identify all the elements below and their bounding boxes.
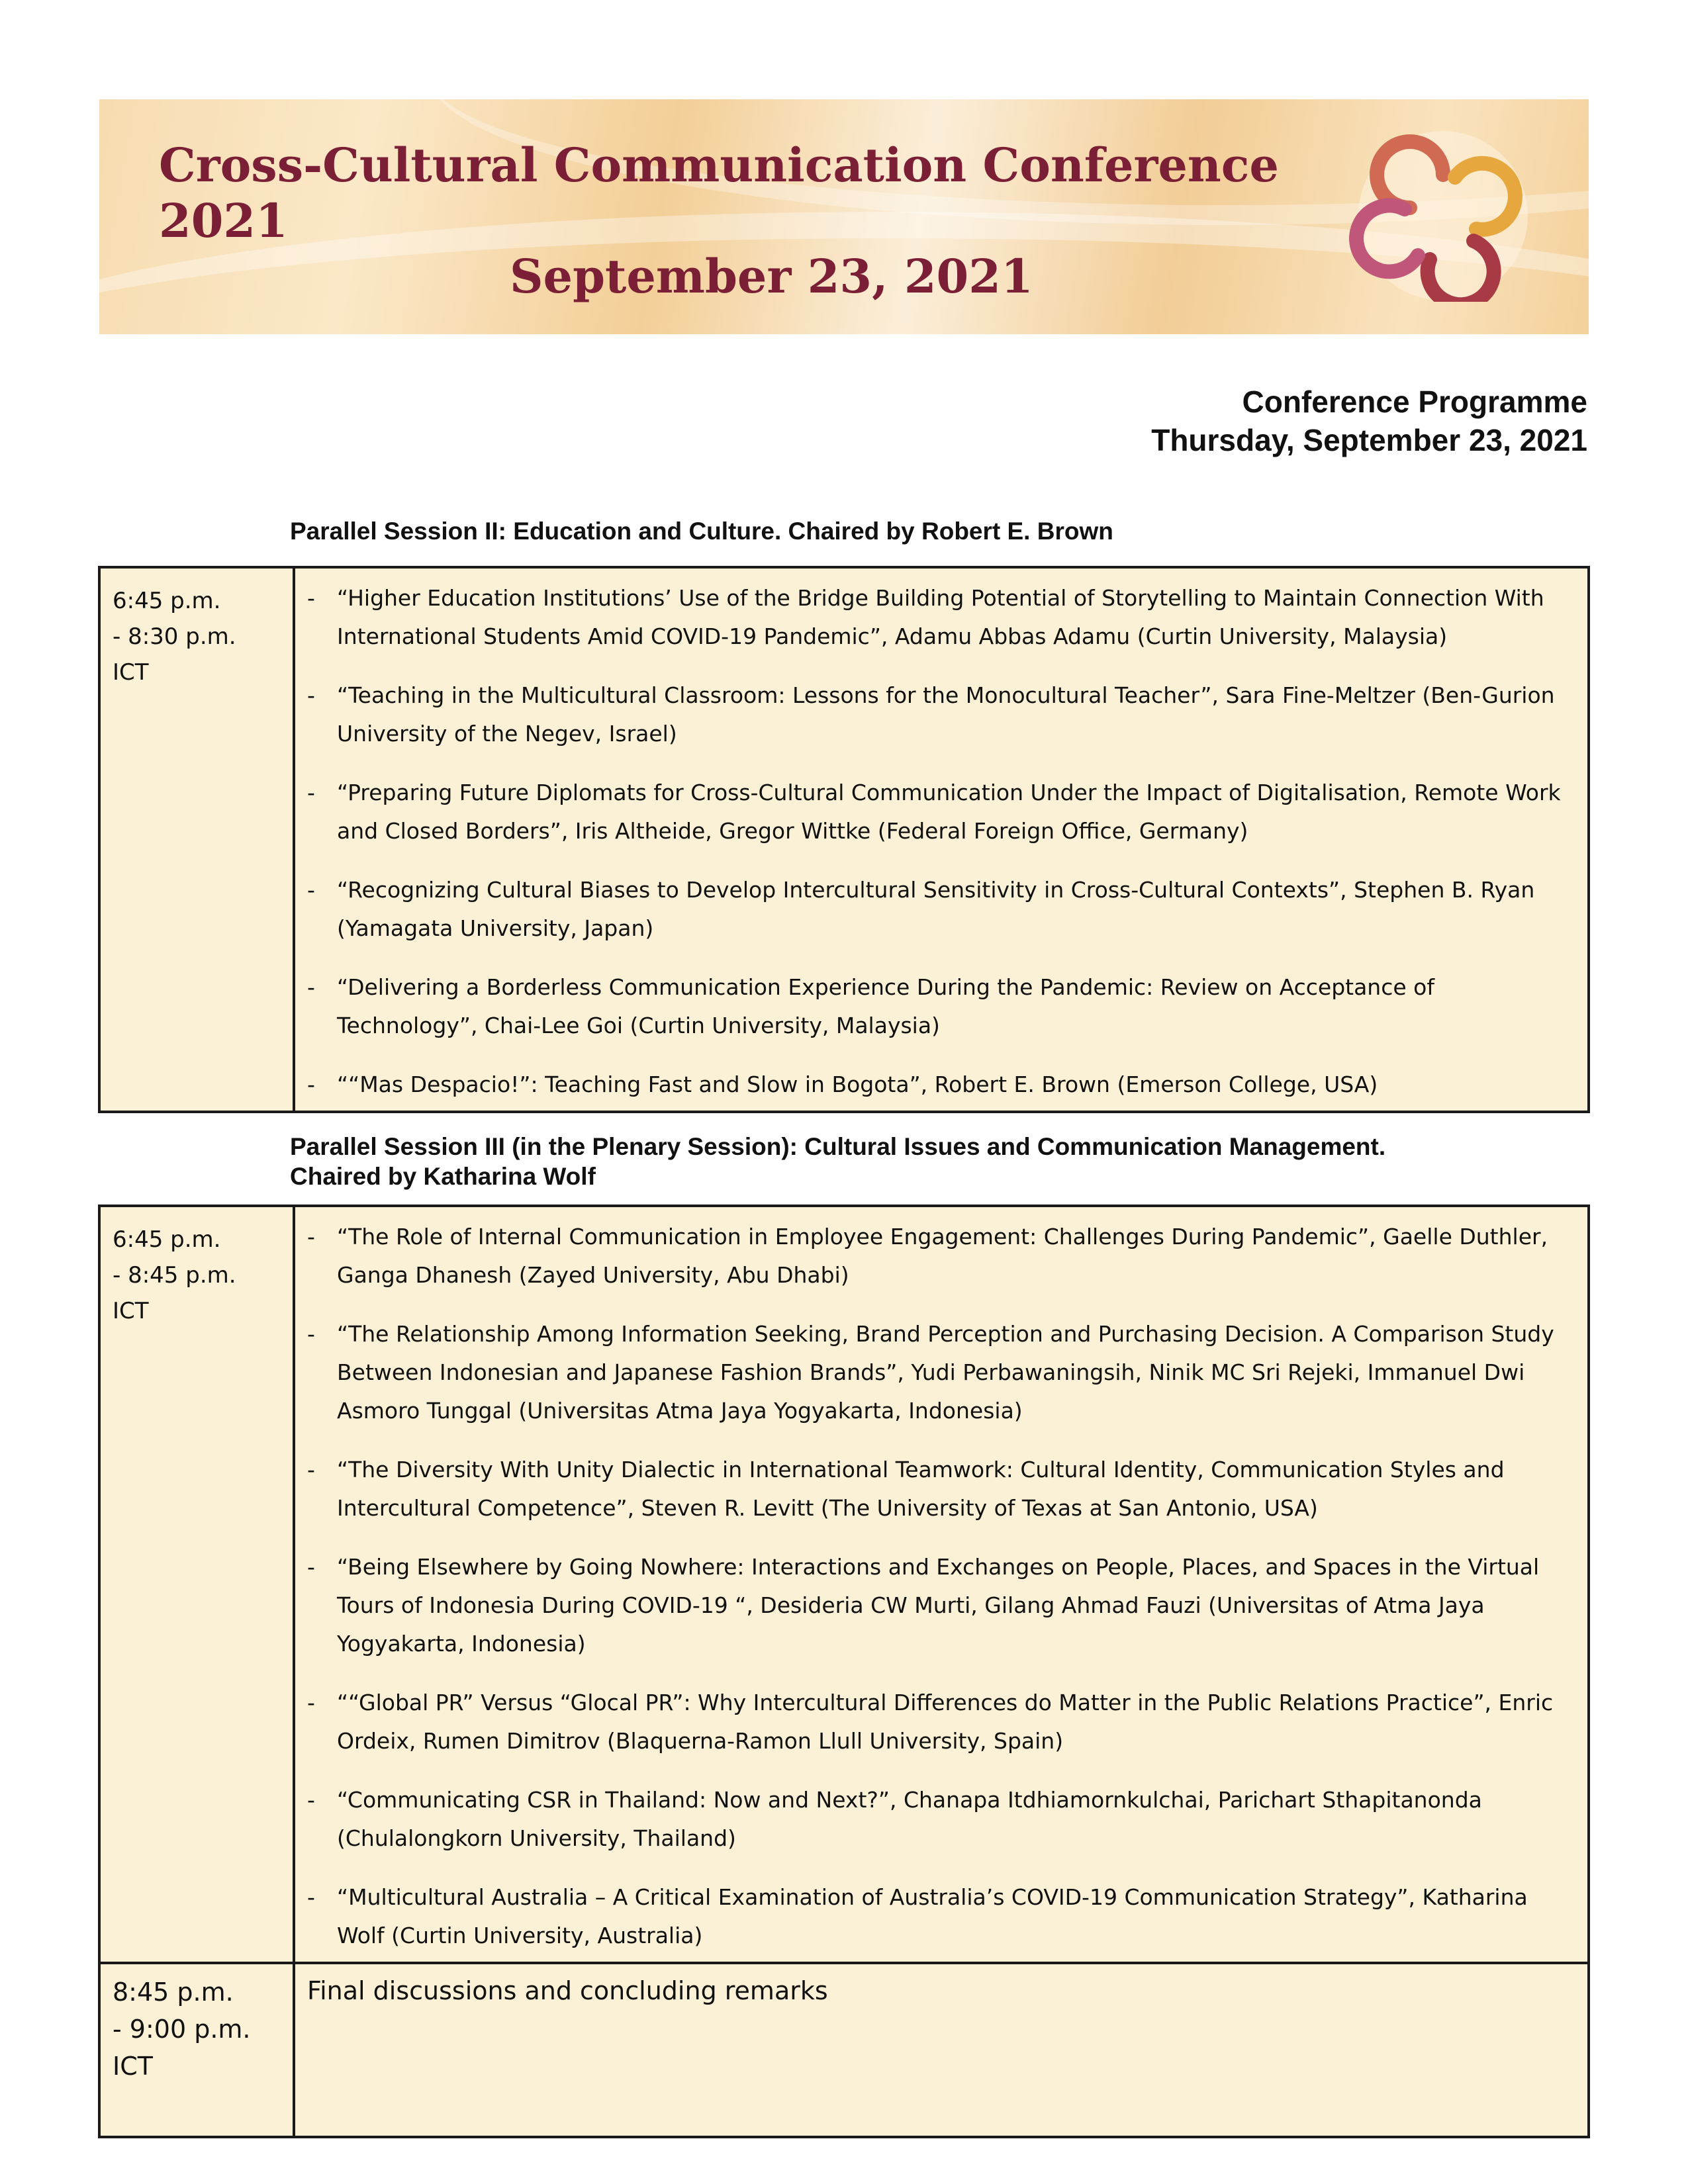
talk-text: ““Mas Despacio!”: Teaching Fast and Slow in Bogota”, Robert E. Brown (Emerson College, USA) <box>337 1071 1378 1097</box>
list-item <box>307 1315 1571 1430</box>
list-item <box>307 1218 1571 1295</box>
programme-title: Conference Programme <box>1242 385 1587 419</box>
talk-text: “Recognizing Cultural Biases to Develop Intercultural Sensitivity in Cross-Cultural Contexts”, Stephen B. Ryan (Yamagata University, Japan) <box>337 877 1535 941</box>
session-title: Parallel Session II: Education and Culture. Chaired by Robert E. Brown <box>290 518 1113 545</box>
session-table <box>98 1205 1590 2138</box>
session-chair: Chaired by Katharina Wolf <box>290 1163 596 1190</box>
dash-bullet: - <box>307 1457 315 1482</box>
talk-text: “The Diversity With Unity Dialectic in International Teamwork: Cultural Identity, Communication Styles and Intercultural Competence”, Steven R. Levitt (The University of Texas at San Antonio, USA) <box>337 1457 1505 1521</box>
list-item <box>307 579 1571 656</box>
dash-bullet: - <box>307 1321 315 1347</box>
time-end: - 8:30 p.m. <box>113 623 236 650</box>
talk-list <box>307 1218 1571 1955</box>
time-start: 8:45 p.m. <box>113 1978 234 2007</box>
talk-text: “Delivering a Borderless Communication Experience During the Pandemic: Review on Acceptance of Technology”, Chai-Lee Goi (Curtin University, Malaysia) <box>337 974 1434 1038</box>
table-row <box>99 567 1589 1112</box>
talks-cell <box>294 567 1589 1112</box>
list-item <box>307 774 1571 850</box>
dash-bullet: - <box>307 1554 315 1580</box>
list-item <box>307 1548 1571 1663</box>
list-item <box>307 1066 1571 1104</box>
time-cell <box>99 1963 294 2137</box>
dash-bullet: - <box>307 1224 315 1250</box>
timezone: ICT <box>113 659 149 686</box>
list-item <box>307 1451 1571 1527</box>
talk-text: “Higher Education Institutions’ Use of the Bridge Building Potential of Storytelling to Maintain Connection With International Students Amid COVID-19 Pandemic”, Adamu Abbas Adamu (Curtin University, Malaysia) <box>337 585 1544 649</box>
session-table <box>98 566 1590 1113</box>
talk-text: “The Relationship Among Information Seeking, Brand Perception and Purchasing Decision. A Comparison Study Between Indonesian and Japanese Fashion Brands”, Yudi Perbawaningsih, Ninik MC Sri Rejeki, Immanuel Dwi Asmoro Tunggal (Universitas Atma Jaya Yogyakarta, Indonesia) <box>337 1321 1554 1424</box>
talk-list <box>307 579 1571 1104</box>
list-item <box>307 676 1571 753</box>
dash-bullet: - <box>307 1787 315 1813</box>
time-start: 6:45 p.m. <box>113 1226 221 1253</box>
dash-bullet: - <box>307 877 315 903</box>
programme-date: Thursday, September 23, 2021 <box>1151 423 1587 457</box>
dash-bullet: - <box>307 1071 315 1097</box>
time-cell <box>99 567 294 1112</box>
time-end: - 8:45 p.m. <box>113 1262 236 1289</box>
talks-cell <box>294 1206 1589 1963</box>
timezone: ICT <box>113 1298 149 1324</box>
talk-text: “Being Elsewhere by Going Nowhere: Interactions and Exchanges on People, Places, and Spaces in the Virtual Tours of Indonesia During COVID-19 “, Desideria CW Murti, Gilang Ahmad Fauzi (Universitas of Atma Jaya Yogyakarta, Indonesia) <box>337 1554 1540 1657</box>
final-remarks-cell: Final discussions and concluding remarks <box>294 1963 1589 2137</box>
programme-header <box>1151 383 1587 459</box>
list-item <box>307 1878 1571 1955</box>
conference-date: September 23, 2021 <box>510 249 1033 304</box>
time-cell <box>99 1206 294 1963</box>
talk-text: “Multicultural Australia – A Critical Examination of Australia’s COVID-19 Communication Strategy”, Katharina Wolf (Curtin University, Australia) <box>337 1884 1528 1948</box>
dash-bullet: - <box>307 682 315 708</box>
session-title-line1: Parallel Session III (in the Plenary Session): Cultural Issues and Communication Management. <box>290 1133 1386 1160</box>
time-end: - 9:00 p.m. <box>113 2015 251 2044</box>
interlocking-rings-logo-icon <box>1344 130 1542 302</box>
timezone: ICT <box>113 2052 153 2081</box>
conference-title-line1: Cross-Cultural Communication Conference 2021 <box>159 138 1279 248</box>
talk-text: “The Role of Internal Communication in Employee Engagement: Challenges During Pandemic”, Gaelle Duthler, Ganga Dhanesh (Zayed University, Abu Dhabi) <box>337 1224 1548 1288</box>
session-title <box>290 1132 1587 1191</box>
talk-text: “Communicating CSR in Thailand: Now and Next?”, Chanapa Itdhiamornkulchai, Parichart Sthapitanonda (Chulalongkorn University, Thailand) <box>337 1787 1482 1851</box>
talk-text: “Preparing Future Diplomats for Cross-Cultural Communication Under the Impact of Digitalisation, Remote Work and Closed Borders”, Iris Altheide, Gregor Wittke (Federal Foreign Office, Germany) <box>337 780 1561 844</box>
list-item <box>307 1781 1571 1858</box>
list-item <box>307 871 1571 948</box>
talk-text: “Teaching in the Multicultural Classroom: Lessons for the Monocultural Teacher”, Sara Fine-Meltzer (Ben-Gurion University of the Negev, Israel) <box>337 682 1555 747</box>
dash-bullet: - <box>307 974 315 1000</box>
dash-bullet: - <box>307 585 315 611</box>
conference-title <box>159 138 1403 304</box>
dash-bullet: - <box>307 1884 315 1910</box>
dash-bullet: - <box>307 780 315 805</box>
dash-bullet: - <box>307 1690 315 1715</box>
header-banner <box>99 99 1589 334</box>
list-item <box>307 1684 1571 1760</box>
time-start: 6:45 p.m. <box>113 588 221 614</box>
talk-text: ““Global PR” Versus “Glocal PR”: Why Intercultural Differences do Matter in the Public Relations Practice”, Enric Ordeix, Rumen Dimitrov (Blaquerna-Ramon Llull University, Spain) <box>337 1690 1554 1754</box>
list-item <box>307 968 1571 1045</box>
table-row-final <box>99 1963 1589 2137</box>
table-row <box>99 1206 1589 1963</box>
